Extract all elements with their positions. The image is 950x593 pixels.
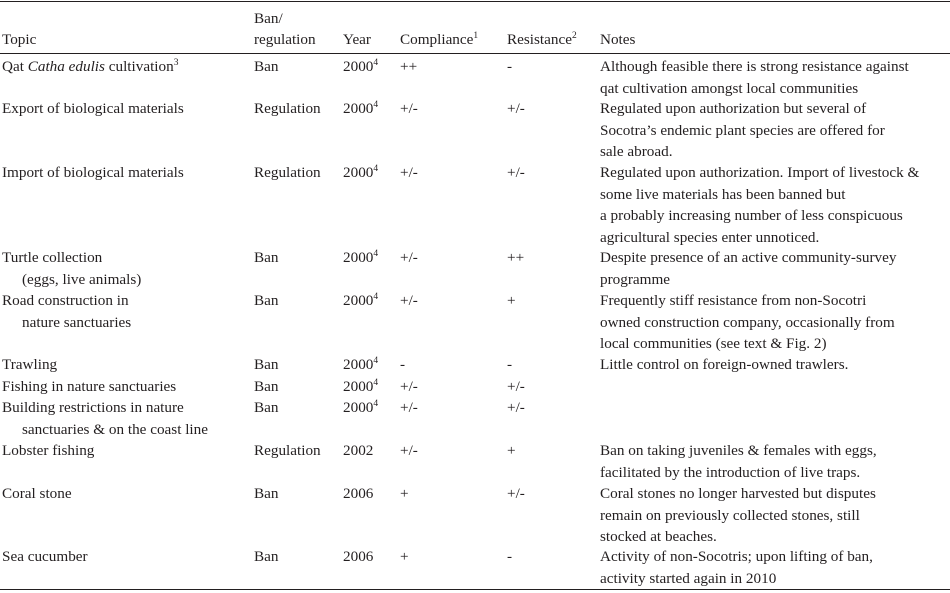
row-year [343,440,373,462]
table-top-rule [0,1,950,2]
footnote-mark: 4 [373,164,379,174]
header-year: Year [343,31,371,48]
row-ban: Ban [254,399,279,416]
row-topic [2,56,178,78]
row-compliance: - [400,356,406,373]
row-year-value: 2000 [343,378,374,395]
row-topic [2,269,141,291]
footnote-mark: 4 [373,399,379,409]
footnote-mark: 4 [373,58,379,68]
row-resistance: + [507,442,516,459]
row-topic-continuation: sanctuaries & on the coast line [22,420,208,438]
row-ban: Ban [254,249,279,266]
row-topic: Road construction in [2,292,129,309]
row-ban: Ban [254,548,279,565]
row-notes: Coral stones no longer harvested but disputes [600,485,876,502]
row-notes: agricultural species enter unnoticed. [600,228,820,246]
row-notes: Activity of non-Socotris; upon lifting of ban, [600,548,873,565]
row-topic-text: cultivation [104,58,174,75]
row-ban: Regulation [254,100,321,117]
row-year-value: 2000 [343,58,374,75]
row-compliance: + [400,548,409,565]
header-ban-line1: Ban/ [254,10,283,27]
row-resistance: + [507,292,516,309]
row-notes: stocked at beaches. [600,528,717,545]
row-notes: a probably increasing number of less conspicuous [600,207,903,224]
row-compliance: +/- [400,100,418,117]
row-notes: qat cultivation amongst local communities [600,79,859,97]
row-topic: Building restrictions in nature [2,399,184,416]
row-compliance: +/- [400,164,418,181]
row-year [343,162,378,184]
header-rule [0,53,950,54]
row-notes: programme [600,270,671,288]
row-year [343,483,373,505]
row-notes: remain on previously collected stones, still [600,506,860,524]
row-year-value: 2006 [343,548,374,565]
row-topic-species: Catha edulis [27,58,105,75]
row-resistance: +/- [507,164,525,181]
row-resistance: +/- [507,485,525,502]
row-year-value: 2000 [343,164,374,181]
row-compliance: +/- [400,442,418,459]
row-year [343,98,378,120]
row-resistance: +/- [507,100,525,117]
row-ban: Regulation [254,442,321,459]
row-year-value: 2000 [343,292,374,309]
row-topic-continuation: (eggs, live animals) [22,270,142,288]
footnote-mark: 4 [373,249,379,259]
footnote-mark: 3 [173,58,179,68]
footnote-mark: 1 [473,31,479,41]
row-compliance: +/- [400,292,418,309]
row-topic [2,312,131,334]
header-ban-line2: regulation [254,31,316,48]
row-resistance: - [507,548,513,565]
row-resistance: +/- [507,378,525,395]
row-compliance: + [400,485,409,502]
row-resistance: - [507,356,513,373]
footnote-mark: 4 [373,356,379,366]
row-notes: Frequently stiff resistance from non-Socotri [600,292,867,309]
row-resistance: - [507,58,513,75]
footnote-mark: 4 [373,100,379,110]
row-topic: Lobster fishing [2,442,95,459]
row-topic: Coral stone [2,485,72,502]
row-notes: owned construction company, occasionally from [600,313,895,331]
row-notes: facilitated by the introduction of live traps. [600,463,861,481]
row-ban: Ban [254,58,279,75]
row-notes: Ban on taking juveniles & females with eggs, [600,442,877,459]
footnote-mark: 4 [373,378,379,388]
row-topic-continuation: nature sanctuaries [22,313,132,331]
row-ban: Ban [254,485,279,502]
row-notes: sale abroad. [600,143,673,160]
row-notes: some live materials has been banned but [600,185,846,203]
row-topic [2,419,208,441]
row-year-value: 2000 [343,249,374,266]
header-resistance: Resistance$^2$ [507,31,577,48]
row-topic-text: Qat [2,58,28,75]
footnote-mark: 4 [373,292,379,302]
row-topic: Fishing in nature sanctuaries [2,378,177,395]
row-topic: Import of biological materials [2,164,184,181]
row-ban: Ban [254,292,279,309]
row-notes: Regulated upon authorization but several of [600,100,867,117]
row-year [343,56,378,78]
row-year-value: 2006 [343,485,374,502]
row-year-value: 2000 [343,100,374,117]
header-compliance: Compliance$^1$ [400,31,479,48]
header-topic: Topic [2,31,37,48]
row-notes: local communities (see text & Fig. 2) [600,335,827,352]
row-year [343,290,378,312]
table-bottom-rule [0,589,950,590]
row-year-value: 2000 [343,399,374,416]
row-topic: Turtle collection [2,249,103,266]
row-year [343,376,378,398]
row-topic: Sea cucumber [2,548,88,565]
row-year [343,247,378,269]
row-resistance: ++ [507,249,525,266]
row-year-value: 2002 [343,442,374,459]
row-notes: Despite presence of an active community-survey [600,249,897,266]
row-notes: Regulated upon authorization. Import of livestock & [600,164,920,181]
row-topic: Export of biological materials [2,100,184,117]
row-compliance: +/- [400,249,418,266]
row-notes: Little control on foreign-owned trawlers. [600,356,849,373]
row-topic: Trawling [2,356,58,373]
row-compliance: +/- [400,399,418,416]
row-notes: activity started again in 2010 [600,569,777,587]
row-ban: Ban [254,378,279,395]
row-compliance: +/- [400,378,418,395]
row-ban: Regulation [254,164,321,181]
header-notes: Notes [600,31,636,48]
row-year-value: 2000 [343,356,374,373]
row-year [343,546,373,568]
row-resistance: +/- [507,399,525,416]
row-notes: Socotra’s endemic plant species are offered for [600,121,885,139]
footnote-mark: 2 [571,31,577,41]
row-year [343,397,378,419]
row-year [343,354,378,376]
row-ban: Ban [254,356,279,373]
row-notes: Although feasible there is strong resistance against [600,58,909,75]
row-compliance: ++ [400,58,418,75]
